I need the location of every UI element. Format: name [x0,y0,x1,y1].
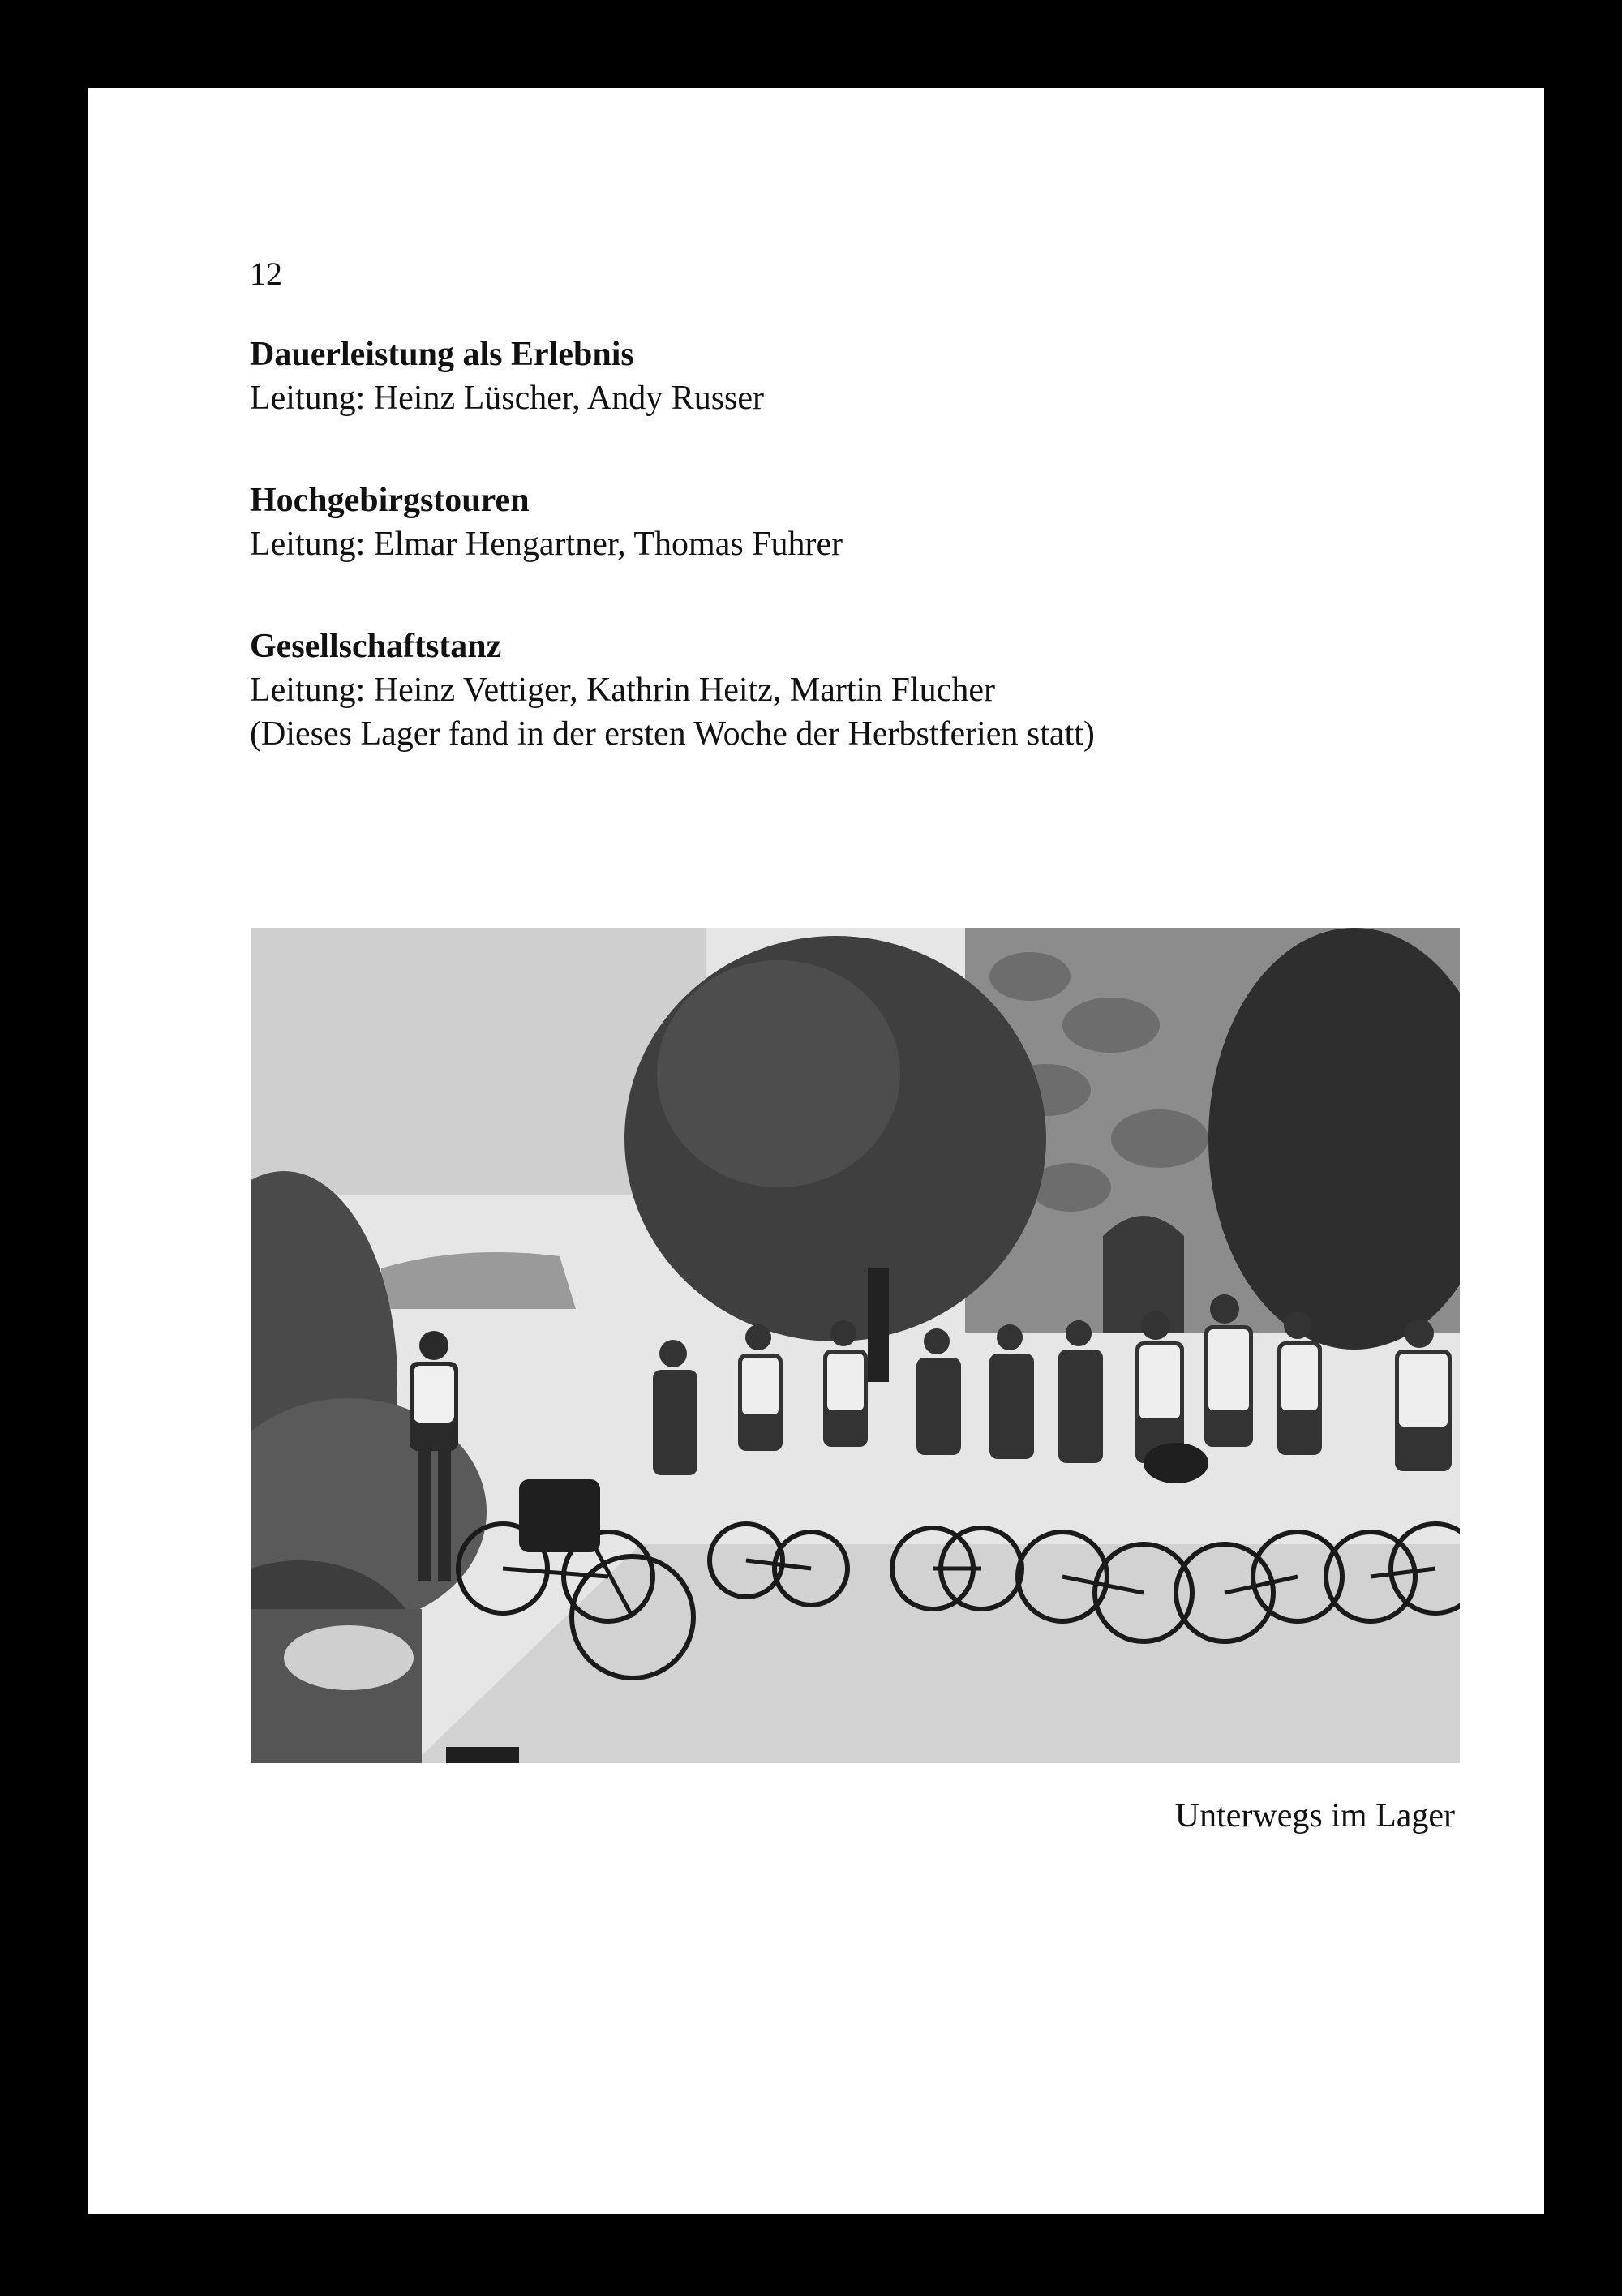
entry-hochgebirgstouren [250,479,843,566]
entry-title: Gesellschaftstanz [250,628,502,665]
entry-dauerleistung [250,333,764,420]
photo-illustration [251,928,1460,1763]
entry-leitung: Leitung: Heinz Lüscher, Andy Russer [250,380,765,417]
entry-leitung: Leitung: Heinz Vettiger, Kathrin Heitz, Martin Flucher [250,672,995,709]
entry-note: (Dieses Lager fand in der ersten Woche der Herbstferien statt) [250,715,1095,753]
page-number: 12 [250,255,282,292]
entry-leitung: Leitung: Elmar Hengartner, Thomas Fuhrer [250,526,843,563]
entry-gesellschaftstanz [250,624,1095,756]
document-page [88,88,1544,2214]
entry-title: Dauerleistung als Erlebnis [250,336,634,373]
entry-title: Hochgebirgstouren [250,482,530,519]
photo-caption: Unterwegs im Lager [1174,1797,1455,1835]
group-photo-cyclists [251,928,1460,1763]
